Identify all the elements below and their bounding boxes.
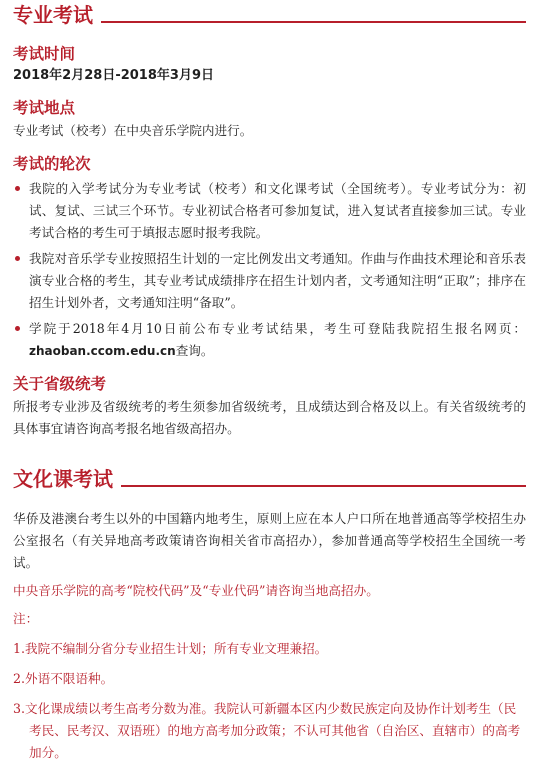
section-header-professional-exam	[13, 2, 526, 28]
section-title: 文化课考试	[13, 467, 113, 491]
section-header-culture-exam	[13, 466, 526, 492]
exam-rounds-heading: 考试的轮次	[13, 155, 91, 173]
exam-dates: 2018年2月28日-2018年3月9日	[13, 68, 214, 83]
section-divider	[121, 485, 526, 487]
exam-place-text: 专业考试（校考）在中央音乐学院内进行。	[13, 123, 253, 138]
list-item	[13, 318, 526, 362]
exam-place-heading: 考试地点	[13, 99, 76, 117]
enrollment-url[interactable]: zhaoban.ccom.edu.cn	[29, 344, 176, 358]
exam-rounds-list	[13, 178, 526, 362]
provincial-exam-text: 所报考专业涉及省级统考的考生须参加省级统考，且成绩达到合格及以上。有关省级统考的具体事宜请咨询高考报名地省级高招办。	[13, 399, 526, 436]
provincial-exam-heading: 关于省级统考	[13, 375, 107, 393]
section-title: 专业考试	[13, 3, 93, 27]
result-notice-suffix: 查询。	[175, 343, 214, 358]
note-item: 1.我院不编制分省分专业招生计划；所有专业文理兼招。	[13, 641, 328, 656]
notes-list	[13, 638, 526, 764]
exam-time-heading: 考试时间	[13, 45, 76, 63]
list-item: 我院的入学考试分为专业考试（校考）和文化课考试（全国统考）。专业考试分为：初试、复试、三试三个环节。专业初试合格者可参加复试，进入复试者直接参加三试。专业考试合格的考生可于填报志愿时报考我院。	[13, 178, 526, 244]
result-notice-text: 学院于2018年4月10日前公布专业考试结果，考生可登陆我院招生报名网页：	[29, 321, 526, 336]
code-inquiry-note: 中央音乐学院的高考“院校代码”及“专业代码”请咨询当地高招办。	[13, 583, 379, 598]
section-divider	[101, 21, 526, 23]
list-item: 我院对音乐学专业按照招生计划的一定比例发出文考通知。作曲与作曲技术理论和音乐表演专业合格的考生，其专业考试成绩排序在招生计划内者，文考通知注明“正取”；排序在招生计划外者，文考通知注明“备取”。	[13, 248, 526, 314]
note-label: 注：	[13, 611, 39, 626]
culture-exam-text: 华侨及港澳台考生以外的中国籍内地考生，原则上应在本人户口所在地普通高等学校招生办公室报名（有关异地高考政策请咨询相关省市高招办），参加普通高等学校招生全国统一考试。	[13, 511, 526, 570]
note-item: 3.文化课成绩以考生高考分数为准。我院认可新疆本区内少数民族定向及协作计划考生（民考民、民考汉、双语班）的地方高考加分政策；不认可其他省（自治区、直辖市）的高考加分。	[13, 701, 521, 760]
page	[0, 2, 538, 760]
note-item: 2.外语不限语种。	[13, 671, 114, 686]
